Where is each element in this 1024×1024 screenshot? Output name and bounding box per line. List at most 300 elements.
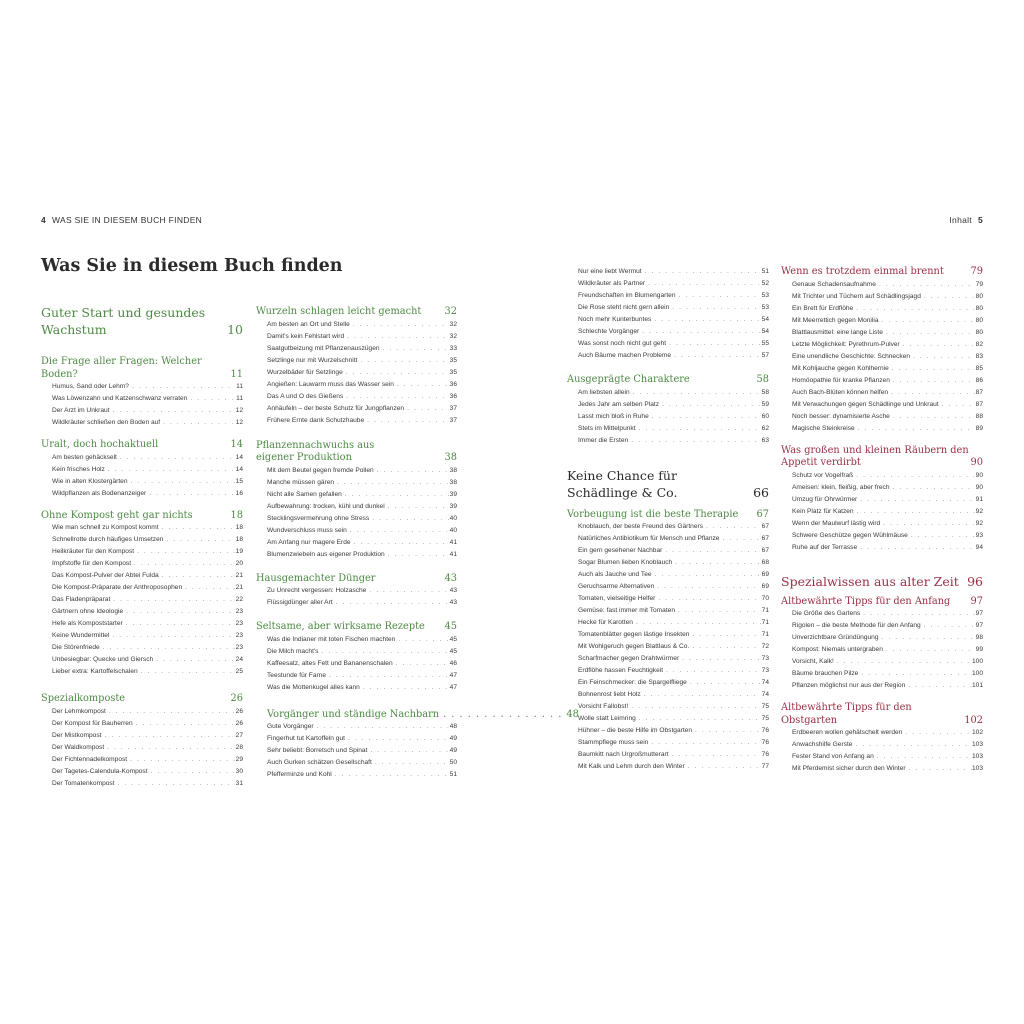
toc-entry-title: Tomaten, vielseitige Helfer xyxy=(578,595,656,602)
toc-entry[interactable] xyxy=(256,465,457,477)
dot-leader xyxy=(879,632,975,644)
dot-leader xyxy=(334,477,449,489)
toc-entry-page: 94 xyxy=(975,543,983,551)
toc-entry-page: 46 xyxy=(449,659,457,667)
toc-entry-title: Vorsicht, Kalk! xyxy=(792,658,834,665)
section-heading[interactable] xyxy=(567,374,769,387)
toc-entry[interactable] xyxy=(256,367,457,379)
toc-entry[interactable] xyxy=(781,620,983,632)
toc-entry[interactable] xyxy=(567,761,769,773)
toc-entry[interactable] xyxy=(256,585,457,597)
section-heading[interactable] xyxy=(256,573,457,586)
dot-leader xyxy=(853,303,975,315)
toc-entry-title: Kein frisches Holz xyxy=(52,465,105,473)
running-head-left xyxy=(41,215,202,225)
toc-entry[interactable] xyxy=(567,725,769,737)
toc-entry-title: Mit Meerrettich gegen Monilia xyxy=(792,316,879,324)
section-heading-leader: . . . . . . . . . . . . . . . xyxy=(443,708,563,720)
dot-leader xyxy=(134,546,235,558)
running-head-right-title: Inhalt xyxy=(949,215,972,225)
toc-entry[interactable] xyxy=(41,393,243,405)
part-title: Guter Start und gesundes Wachstum xyxy=(41,305,206,337)
dot-leader xyxy=(628,435,761,447)
toc-entry[interactable] xyxy=(41,754,243,766)
toc-entry[interactable] xyxy=(781,375,983,387)
toc-entry-title: Auch Bach-Blüten können helfen xyxy=(792,388,889,396)
section-heading-title: Wenn es trotzdem einmal brennt xyxy=(781,266,944,277)
section-heading[interactable] xyxy=(256,440,457,465)
toc-entry-title: Der Waldkompost xyxy=(52,743,105,751)
toc-entry[interactable] xyxy=(781,399,983,411)
toc-entry[interactable] xyxy=(256,537,457,549)
dot-leader xyxy=(676,290,762,302)
toc-entry[interactable] xyxy=(567,701,769,713)
toc-entry[interactable] xyxy=(567,399,769,411)
toc-entry-title: Sehr beliebt: Borretsch und Spinat xyxy=(267,747,368,754)
toc-entry[interactable] xyxy=(256,658,457,670)
toc-entry-title: Freundschaften im Blumengarten xyxy=(578,292,676,299)
section-heading-page: 43 xyxy=(444,572,457,584)
toc-entry[interactable] xyxy=(256,501,457,513)
dot-leader xyxy=(879,315,976,327)
toc-entry[interactable] xyxy=(567,677,769,689)
toc-entry[interactable] xyxy=(256,343,457,355)
toc-entry[interactable] xyxy=(256,769,457,781)
toc-entry[interactable] xyxy=(256,331,457,343)
toc-entry-page: 67 xyxy=(761,547,769,554)
dot-leader xyxy=(910,351,975,363)
toc-entry-title: Mit Trichter und Tüchern auf Schädlingsjagd xyxy=(792,292,921,300)
toc-entry-title: Kein Platz für Katzen xyxy=(792,507,854,515)
toc-entry[interactable] xyxy=(567,641,769,653)
toc-entry-title: Eine unendliche Geschichte: Schnecken xyxy=(792,352,911,360)
toc-entry-page: 103 xyxy=(971,753,983,760)
toc-entry-page: 35 xyxy=(449,368,457,376)
toc-entry[interactable] xyxy=(781,411,983,423)
toc-entry-page: 103 xyxy=(971,765,983,772)
toc-entry-page: 27 xyxy=(235,731,243,739)
dot-leader xyxy=(385,549,449,561)
toc-entry-title: Mit Wohlgeruch gegen Blattlaus & Co. xyxy=(578,643,690,650)
toc-entry-title: Mit Verwachungen gegen Schädlinge und Unkraut xyxy=(792,400,939,408)
toc-entry[interactable] xyxy=(567,290,769,302)
toc-entry-page: 102 xyxy=(971,729,983,736)
toc-entry[interactable] xyxy=(567,521,769,533)
section-heading-page: 38 xyxy=(444,452,457,463)
toc-entry[interactable] xyxy=(567,617,769,629)
toc-entry[interactable] xyxy=(567,653,769,665)
toc-entry[interactable] xyxy=(781,279,983,291)
toc-entry[interactable] xyxy=(567,411,769,423)
toc-entry-page: 75 xyxy=(761,715,769,722)
toc-entry[interactable] xyxy=(567,302,769,314)
toc-entry-title: Gemüse: fast immer mit Tomaten xyxy=(578,607,675,614)
toc-entry-title: Der Fichtennadelkompost xyxy=(52,755,128,763)
section-heading-page: 26 xyxy=(230,693,243,704)
toc-entry-title: Schnellrotte durch häufiges Umsetzen xyxy=(52,536,164,543)
part-page: 96 xyxy=(967,573,983,589)
dot-leader xyxy=(394,379,449,391)
toc-entry[interactable] xyxy=(41,558,243,570)
toc-entry-page: 45 xyxy=(449,647,457,655)
toc-entry[interactable] xyxy=(567,387,769,399)
toc-entry[interactable] xyxy=(41,730,243,742)
toc-entry-title: Keine Wundermittel xyxy=(52,632,110,639)
toc-entry[interactable] xyxy=(781,608,983,620)
toc-entry[interactable] xyxy=(41,464,243,476)
toc-entry[interactable] xyxy=(781,315,983,327)
toc-entry-page: 77 xyxy=(761,763,769,770)
toc-entry-title: Unbesiegbar: Quecke und Giersch xyxy=(52,656,154,663)
section-heading-page: 67 xyxy=(756,508,769,520)
toc-entry[interactable] xyxy=(41,666,243,678)
dot-leader xyxy=(106,706,235,718)
toc-entry-page: 80 xyxy=(975,292,983,300)
toc-entry[interactable] xyxy=(781,506,983,518)
toc-entry-page: 74 xyxy=(761,691,769,698)
toc-entry-page: 40 xyxy=(449,526,457,534)
toc-entry[interactable] xyxy=(781,482,983,494)
section-heading[interactable] xyxy=(41,439,243,452)
section-heading[interactable] xyxy=(256,621,457,634)
dot-leader xyxy=(854,506,975,518)
toc-entry[interactable] xyxy=(256,489,457,501)
toc-entry[interactable] xyxy=(41,718,243,730)
toc-entry-title: Jedes Jahr am selben Platz xyxy=(578,400,659,408)
toc-entry-page: 26 xyxy=(235,707,243,715)
section-heading-title: Pflanzennachwuchs aus eigener Produktion xyxy=(256,439,375,463)
toc-entry[interactable] xyxy=(41,630,243,642)
dot-leader xyxy=(104,742,235,754)
toc-entry-page: 88 xyxy=(975,412,983,420)
dot-leader xyxy=(655,593,761,605)
toc-entry[interactable] xyxy=(567,605,769,617)
toc-entry[interactable] xyxy=(567,689,769,701)
toc-entry[interactable] xyxy=(781,470,983,482)
toc-entry-title: Erdbeeren wollen gehätschelt werden xyxy=(792,729,903,736)
toc-entry[interactable] xyxy=(781,303,983,315)
toc-entry[interactable] xyxy=(256,513,457,525)
section-heading-title: Seltsame, aber wirksame Rezepte xyxy=(256,621,425,632)
toc-entry-title: Blattlausmittel: eine lange Liste xyxy=(792,328,883,336)
toc-entry[interactable] xyxy=(567,435,769,447)
toc-entry-page: 101 xyxy=(971,682,983,689)
toc-entry[interactable] xyxy=(567,423,769,435)
section-heading-page: 48 xyxy=(566,708,579,720)
toc-entry-page: 58 xyxy=(761,388,769,396)
toc-entry-page: 100 xyxy=(971,670,983,677)
toc-entry[interactable] xyxy=(41,381,243,393)
toc-entry[interactable] xyxy=(256,745,457,757)
dot-leader xyxy=(393,658,449,670)
toc-entry[interactable] xyxy=(781,656,983,668)
toc-entry-page: 51 xyxy=(761,268,769,275)
toc-entry-title: Lasst mich bloß in Ruhe xyxy=(578,412,649,420)
toc-entry[interactable] xyxy=(41,476,243,488)
toc-entry[interactable] xyxy=(567,314,769,326)
toc-entry-title: Was die Mottenkugel alles kann xyxy=(267,683,360,691)
toc-entry[interactable] xyxy=(567,278,769,290)
toc-entry[interactable] xyxy=(567,713,769,725)
toc-entry[interactable] xyxy=(256,477,457,489)
toc-entry[interactable] xyxy=(567,338,769,350)
dot-leader xyxy=(182,582,235,594)
toc-entry[interactable] xyxy=(41,594,243,606)
dot-leader xyxy=(628,701,761,713)
section-heading-title: Hausgemachter Dünger xyxy=(256,572,376,584)
toc-entry[interactable] xyxy=(781,494,983,506)
toc-entry[interactable] xyxy=(256,379,457,391)
toc-entry[interactable] xyxy=(256,721,457,733)
toc-entry[interactable] xyxy=(567,350,769,362)
toc-entry-title: Magische Steinkreise xyxy=(792,424,855,432)
toc-entry-title: Wenn der Maulwurf lästig wird xyxy=(792,519,881,527)
toc-entry[interactable] xyxy=(256,646,457,658)
toc-entry[interactable] xyxy=(41,417,243,429)
dot-leader xyxy=(692,725,761,737)
toc-entry-page: 40 xyxy=(449,514,457,522)
toc-entry[interactable] xyxy=(781,751,983,763)
toc-entry[interactable] xyxy=(781,339,983,351)
toc-entry[interactable] xyxy=(256,597,457,609)
toc-entry[interactable] xyxy=(567,326,769,338)
dot-leader xyxy=(883,327,975,339)
toc-entry[interactable] xyxy=(781,423,983,435)
toc-entry-page: 97 xyxy=(975,622,983,629)
dot-leader xyxy=(853,470,975,482)
section-heading-title: Vorbeugung ist die beste Therapie xyxy=(567,508,739,520)
part-heading-keine-chance[interactable] xyxy=(567,467,769,501)
dot-leader xyxy=(159,570,235,582)
toc-entry[interactable] xyxy=(41,654,243,666)
toc-entry[interactable] xyxy=(567,593,769,605)
toc-entry[interactable] xyxy=(781,739,983,751)
toc-entry[interactable] xyxy=(567,581,769,593)
dot-leader xyxy=(906,763,972,775)
toc-entry-title: Kaffeesatz, altes Fett und Bananenschalen xyxy=(267,659,393,667)
toc-entry-page: 59 xyxy=(761,400,769,408)
toc-entry-page: 38 xyxy=(449,478,457,486)
toc-entry[interactable] xyxy=(781,727,983,739)
section-heading[interactable] xyxy=(567,509,769,522)
running-head-left-title: WAS SIE IN DIESEM BUCH FINDEN xyxy=(52,215,203,225)
toc-entry[interactable] xyxy=(256,670,457,682)
toc-entry[interactable] xyxy=(567,545,769,557)
toc-entry-page: 82 xyxy=(975,340,983,348)
toc-entry[interactable] xyxy=(41,534,243,546)
toc-entry[interactable] xyxy=(41,546,243,558)
dot-leader xyxy=(939,399,975,411)
toc-entry[interactable] xyxy=(567,557,769,569)
toc-entry[interactable] xyxy=(567,749,769,761)
toc-entry-title: Knoblauch, der beste Freund des Gärtners xyxy=(578,523,703,530)
toc-entry[interactable] xyxy=(41,606,243,618)
toc-entry[interactable] xyxy=(567,737,769,749)
toc-entry-page: 80 xyxy=(975,304,983,312)
toc-entry-page: 76 xyxy=(761,727,769,734)
toc-entry-page: 48 xyxy=(449,723,457,730)
toc-entry[interactable] xyxy=(781,763,983,775)
toc-entry-page: 54 xyxy=(761,316,769,323)
toc-entry-title: Was Löwenzahn und Katzenschwanz verraten xyxy=(52,395,188,402)
toc-entry-title: Der Mistkompost xyxy=(52,731,102,739)
section-heading[interactable] xyxy=(256,708,579,722)
toc-entry[interactable] xyxy=(41,642,243,654)
toc-entry[interactable] xyxy=(781,351,983,363)
section-heading-page: 45 xyxy=(444,621,457,632)
toc-entry-title: Angießen: Lauwarm muss das Wasser sein xyxy=(267,380,394,388)
dot-leader xyxy=(672,557,761,569)
section-heading[interactable] xyxy=(781,596,983,609)
toc-entry[interactable] xyxy=(781,632,983,644)
toc-entry-title: Scharfmacher gegen Drahtwürmer xyxy=(578,655,680,662)
dot-leader xyxy=(880,518,975,530)
toc-entry-title: Teestunde für Farne xyxy=(267,671,327,679)
toc-entry[interactable] xyxy=(781,644,983,656)
toc-entry-page: 26 xyxy=(235,719,243,727)
dot-leader xyxy=(876,279,975,291)
section-heading-page: 102 xyxy=(964,714,983,726)
toc-entry-page: 53 xyxy=(761,292,769,299)
toc-entry[interactable] xyxy=(567,629,769,641)
dot-leader xyxy=(127,754,235,766)
toc-entry[interactable] xyxy=(781,327,983,339)
toc-entry-title: Stecklingsvermehrung ohne Stress xyxy=(267,514,370,522)
toc-entry-page: 41 xyxy=(449,550,457,558)
dot-leader xyxy=(123,618,235,630)
dot-leader xyxy=(857,494,975,506)
toc-entry-page: 89 xyxy=(975,424,983,432)
toc-entry[interactable] xyxy=(781,291,983,303)
toc-entry[interactable] xyxy=(256,525,457,537)
toc-entry[interactable] xyxy=(41,766,243,778)
toc-entry-page: 15 xyxy=(235,477,243,485)
dot-leader xyxy=(636,423,761,435)
toc-entry-title: Wundverschluss muss sein xyxy=(267,526,347,534)
toc-entry-page: 23 xyxy=(235,620,243,627)
toc-entry[interactable] xyxy=(781,518,983,530)
toc-entry-page: 47 xyxy=(449,671,457,679)
toc-entry[interactable] xyxy=(41,488,243,500)
toc-entry-title: Hühner – die beste Hilfe im Obstgarten xyxy=(578,727,692,734)
toc-entry-title: Noch besser: dynamisierte Asche xyxy=(792,412,890,420)
section-heading[interactable] xyxy=(781,702,983,727)
dot-leader xyxy=(153,654,235,666)
toc-entry-title: Am besten an Ort und Stelle xyxy=(267,320,350,328)
toc-entry-page: 24 xyxy=(235,656,243,663)
dot-leader xyxy=(344,331,449,343)
toc-entry-title: Was die Indianer mit toten Fischen machten xyxy=(267,635,396,643)
toc-entry[interactable] xyxy=(256,319,457,331)
part-page: 10 xyxy=(227,322,243,337)
section-heading[interactable] xyxy=(781,445,983,470)
toc-entry[interactable] xyxy=(41,522,243,534)
toc-entry[interactable] xyxy=(256,733,457,745)
toc-entry-title: Manche müssen gären xyxy=(267,478,335,486)
toc-entry[interactable] xyxy=(41,570,243,582)
toc-entry[interactable] xyxy=(256,549,457,561)
toc-entry[interactable] xyxy=(781,530,983,542)
toc-entry[interactable] xyxy=(41,405,243,417)
toc-entry-page: 21 xyxy=(235,572,243,579)
toc-entry-title: Homöopathie für kranke Pflanzen xyxy=(792,376,890,384)
dot-leader xyxy=(633,617,761,629)
toc-entry[interactable] xyxy=(41,582,243,594)
toc-entry[interactable] xyxy=(41,742,243,754)
section-heading[interactable] xyxy=(256,306,457,319)
toc-entry[interactable] xyxy=(41,452,243,464)
toc-entry[interactable] xyxy=(256,403,457,415)
dot-leader xyxy=(101,730,235,742)
toc-entry-title: Mit Kohljauche gegen Kohlhernie xyxy=(792,364,889,372)
toc-entry[interactable] xyxy=(256,757,457,769)
toc-column-3 xyxy=(567,266,769,773)
dot-leader xyxy=(669,302,761,314)
toc-entry-page: 16 xyxy=(235,489,243,497)
toc-entry-title: Die Milch macht's xyxy=(267,647,319,655)
toc-entry[interactable] xyxy=(41,618,243,630)
toc-entry-title: Baumkitt nach Urgroßmutterart xyxy=(578,751,669,758)
toc-column-2 xyxy=(256,306,579,781)
section-heading[interactable] xyxy=(41,510,243,523)
dot-leader xyxy=(372,757,449,769)
running-head-right xyxy=(949,215,983,225)
part-heading-spezialwissen[interactable] xyxy=(781,573,983,590)
toc-entry[interactable] xyxy=(781,680,983,692)
dot-leader xyxy=(342,489,449,501)
toc-entry-page: 73 xyxy=(761,667,769,674)
toc-entry[interactable] xyxy=(567,533,769,545)
toc-entry[interactable] xyxy=(567,266,769,278)
toc-entry[interactable] xyxy=(781,542,983,554)
dot-leader xyxy=(703,521,761,533)
dot-leader xyxy=(666,338,761,350)
toc-entry-title: Impfstoffe für den Kompost xyxy=(52,560,132,567)
dot-leader xyxy=(857,542,975,554)
section-heading[interactable] xyxy=(41,356,243,381)
toc-entry[interactable] xyxy=(567,569,769,581)
toc-entry[interactable] xyxy=(256,415,457,427)
toc-entry[interactable] xyxy=(567,665,769,677)
toc-entry[interactable] xyxy=(256,634,457,646)
toc-entry[interactable] xyxy=(781,387,983,399)
toc-entry-page: 28 xyxy=(235,743,243,751)
toc-entry[interactable] xyxy=(41,706,243,718)
toc-entry-title: Humus, Sand oder Lehm? xyxy=(52,383,129,390)
section-heading[interactable] xyxy=(781,266,983,279)
toc-entry-page: 71 xyxy=(761,631,769,638)
toc-entry[interactable] xyxy=(256,391,457,403)
toc-entry-title: Auch als Jauche und Tee xyxy=(578,571,652,578)
dot-leader xyxy=(369,513,449,525)
part-heading-guter-start[interactable] xyxy=(41,304,243,338)
toc-entry[interactable] xyxy=(41,778,243,790)
section-heading[interactable] xyxy=(41,693,243,706)
toc-entry-title: Schutz vor Vogelfraß xyxy=(792,471,854,479)
toc-entry[interactable] xyxy=(256,355,457,367)
toc-entry-title: Pflanzen möglichst nur aus der Region xyxy=(792,682,906,689)
toc-entry-title: Ein Feinschmecker: die Spargelfliege xyxy=(578,679,687,686)
section-heading-title: Vorgänger und ständige Nachbarn xyxy=(267,708,440,720)
toc-entry-page: 47 xyxy=(449,683,457,691)
toc-entry[interactable] xyxy=(781,363,983,375)
toc-entry-title: Stets im Mittelpunkt xyxy=(578,424,636,432)
toc-entry-page: 86 xyxy=(975,376,983,384)
toc-entry[interactable] xyxy=(256,682,457,694)
dot-leader xyxy=(314,721,449,733)
toc-entry[interactable] xyxy=(781,668,983,680)
toc-entry-title: Die Störenfriede xyxy=(52,644,100,651)
